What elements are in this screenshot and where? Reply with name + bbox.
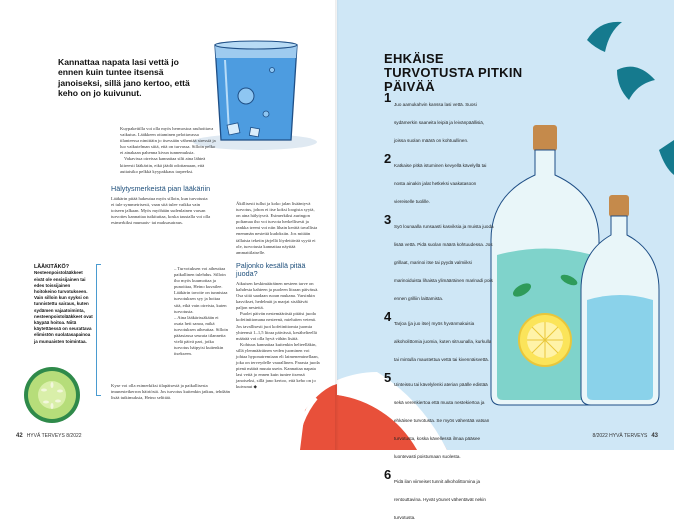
tip-text: Uinteissu tai kävelylenki aterian päälle edistää sekä verenkiertoa että muuta nestekiertoa ja ehkäisee turvotusta. Se myös vähentää vatsan turvotusta, koska kävellessä ilmaa pääsee luontevasti poistumaan suolesta. <box>394 382 490 459</box>
tip-text: Pidä ilan viimeiset tunnit alkoholittomina ja rentouttavina. Hyvät yöunet vähentävät nekin turvotusta. <box>394 479 486 520</box>
tip-item <box>384 309 494 366</box>
col2-paragraph: Äkillisesti tullut ja koko jalan lisääntyvä turvotus, johon ei itse koksi loogista syytä, on aina hälytysvä. Esimerkiksi auringon poltamaa iho voi turvota herkellisesti ja rankka treeni voi niin lihain kerätä tavallista enemmän nestettä kudoksiin. Jos mitään tällaista tekeiin järjellä löydettävää syytä ei ole, turvotusta kannattaa näyttää ammattilaiselle. <box>236 201 318 255</box>
tip-item <box>384 467 494 524</box>
small-bottle-cork <box>609 195 629 217</box>
tip-number: 1 <box>384 90 392 105</box>
intro-paragraph-1: Kuypakeitilla voi olla myös hermostoa rauhoittava vaikutus. Lääkkeen ottaminen pelottavassa tilanteessa nimittäin jo itsessään vähentää stressiä ja luo vaikutelman siitä, että on turvassa. Silloin pelko ei ainakaan pahenna kivun tunnemuksia. <box>120 126 216 156</box>
bottom-paragraph: Kyse voi olla esimerkiksi tilapäisestä ja paikallisesta tmunesteikerron häiriöstä. Jos turvotus kuitenkin jatkuu, tehdään lisää tutkimuksia, Heino selittää. <box>111 383 230 401</box>
magazine-name-left: HYVÄ TERVEYS 8/2022 <box>26 433 82 439</box>
leaf-edge <box>659 140 674 175</box>
tip-text: Juo aamukahvin kanssa lasi vettä. Suosi sydämerkin saaneita leipiä ja leivänpäällisiä, joissa suolan määrä on kohtuullinen. <box>394 102 485 143</box>
drinking-paragraph-2: Puolet päivän nestemäärästä pitäisi juoda kofeiinittomana nesteenä, mieluiten vetenä. Jos tavallisesti juot kofeiinittomia juomia yhteensä 1–1,5 litraa päivässä, kesähelteellä määrää voi olla hyvä vähän lisätä. <box>236 311 317 341</box>
magazine-name-right: 8/2022 HYVÄ TERVEYS <box>592 433 648 439</box>
lemon-segments <box>527 322 563 358</box>
tip-number: 6 <box>384 467 392 482</box>
pull-quote: Kannattaa napata lasi vettä jo ennen kuin tuntee itsensä janoiseksi, sillä jano kertoo, että keho on jo kuivunut. <box>58 57 190 99</box>
tip-number: 3 <box>384 212 392 227</box>
leaf-top <box>587 22 622 52</box>
tip-item <box>384 90 494 147</box>
section-paragraph: Lääkärin pitää hakeutua myös silloin, kun turvotusta ei tule symmetrisesti, vaan sitä tulee vaikka vain toiseen jalkaan. Myös myöhään sudenlainen varsan turvottes kannattaa tutkituttaa, koska taustalla voi olla esimerkiksi munuais- tai maksasairaus. <box>111 196 211 226</box>
intro-paragraph-2: Vakavissa oireissa kannattaa silti aina lähteä kiireesti lääkäriin, eikä jäädä odottamaan, että auttaisiko pelkkä kyypakkaus tarpeeksi. <box>120 156 206 174</box>
section-title-drinking: Paljonko kesällä pitää juoda? <box>236 260 306 278</box>
tip-text: Tarjoa (ja juo itse) myös hyvänmakuisia alkoholittomia juomia, kuten sitruunalla, kurkulla tai mintulla maustettua vettä tai kivennäisvettä. <box>394 321 492 362</box>
drinking-paragraph-1: Aikuisen keskimääräinen nesteen tarve on kahdesta kahteen ja puoleen litraan päivässä. Osa siitä saadaan ruoan mukana. Varsinkin kasvikset, hedelmät ja marjat sisältävät paljon nestettä. <box>236 280 319 311</box>
indent-paragraph-1: – Turvotuksen voi aiheuttaa paikallinen tulehdus. Silloin iho myös kuumottaa ja punoittaa, Heino kuvailee. <box>174 266 226 290</box>
tip-number: 4 <box>384 309 392 324</box>
tip-number: 2 <box>384 151 392 166</box>
page-number-left: 42 <box>16 433 23 439</box>
beach-ball-left <box>0 0 337 450</box>
tips-title: EHKÄISE TURVOTUSTA PITKIN PÄIVÄÄ <box>384 51 523 94</box>
indent-paragraph-2: Lääkärin tavoite on tunnistaa turvotuksen syy ja hoitaa sitä, eikä vain oireista, kuten turvotusta. <box>174 290 228 314</box>
section-title-warning: Hälytysmerkeistä pian lääkäriin <box>111 184 211 193</box>
tip-item <box>384 212 494 305</box>
footer-right <box>592 433 658 439</box>
page-number-right: 43 <box>651 433 658 439</box>
tip-text: Katkaise pitkä istuminen kevyellä kävelyllä tai nosta ainakin jalat hetkeksi vaakatasoon viereiselle tuolille. <box>394 163 487 204</box>
drinking-paragraph-3: Kohtuus kannattaa kuitenkin helteelläkin, sillä ylenmääräinen veden juominen voi johtaa hyponatremiaan eli laimeneminellaan, joka on terveydelle vaarallinen. Parasta juoda pienä määrä muuta usein. Kannattaa napata lasi vettä jo ennen kuin tuntee itsensä janoiseksi, sillä jano kertoo, että keho on jo kuivunut ◆ <box>236 341 320 390</box>
tips-list <box>384 90 494 531</box>
tip-text: Syö lounaalla runsaasti kasviksia ja muista juoda lisää vettä. Pidä suolan määrä kohtuudessa. Jos grillaat, marinoi itse tai pyydä valmiiksi marinoiduista lihaista ylimääräinen marinadi pois ennen grilliin laittamista. <box>394 224 494 301</box>
sidebar-text: Nesteenpoistolääkkeet eivät ole ensisijainen tai edes toissijainen hoitokeino turvotukseen. Vain silloin kun syyksi on tunnistettu sairaus, kuten sydämen vajaatoiminta, nesteenpoistolääkkeet ovat käypää hoitoa. Niitä käytettäessä on seurattava elimistön suolatasapainoa ja munuaisten toimintaa. <box>34 270 93 344</box>
sidebar-title: LÄÄKITÄKÖ? <box>34 264 70 270</box>
tip-item <box>384 370 494 463</box>
tip-item <box>384 151 494 208</box>
bottle-cork <box>533 125 557 151</box>
tip-number: 5 <box>384 370 392 385</box>
footer-left <box>16 433 82 439</box>
left-page <box>0 0 337 450</box>
leaf-mid <box>617 67 655 100</box>
page-gutter <box>335 0 339 450</box>
indent-paragraph-3: – Aina lääkärissäkään ei osata heti sanoa, mikä turvotuksen aiheuttaa. Silloin pääasiassa seurata tilannetta vielä päivä pari, jotka turvotus häipyisi kuitenkin itsekseen. <box>174 314 228 357</box>
small-bottle-liquid <box>587 295 653 400</box>
